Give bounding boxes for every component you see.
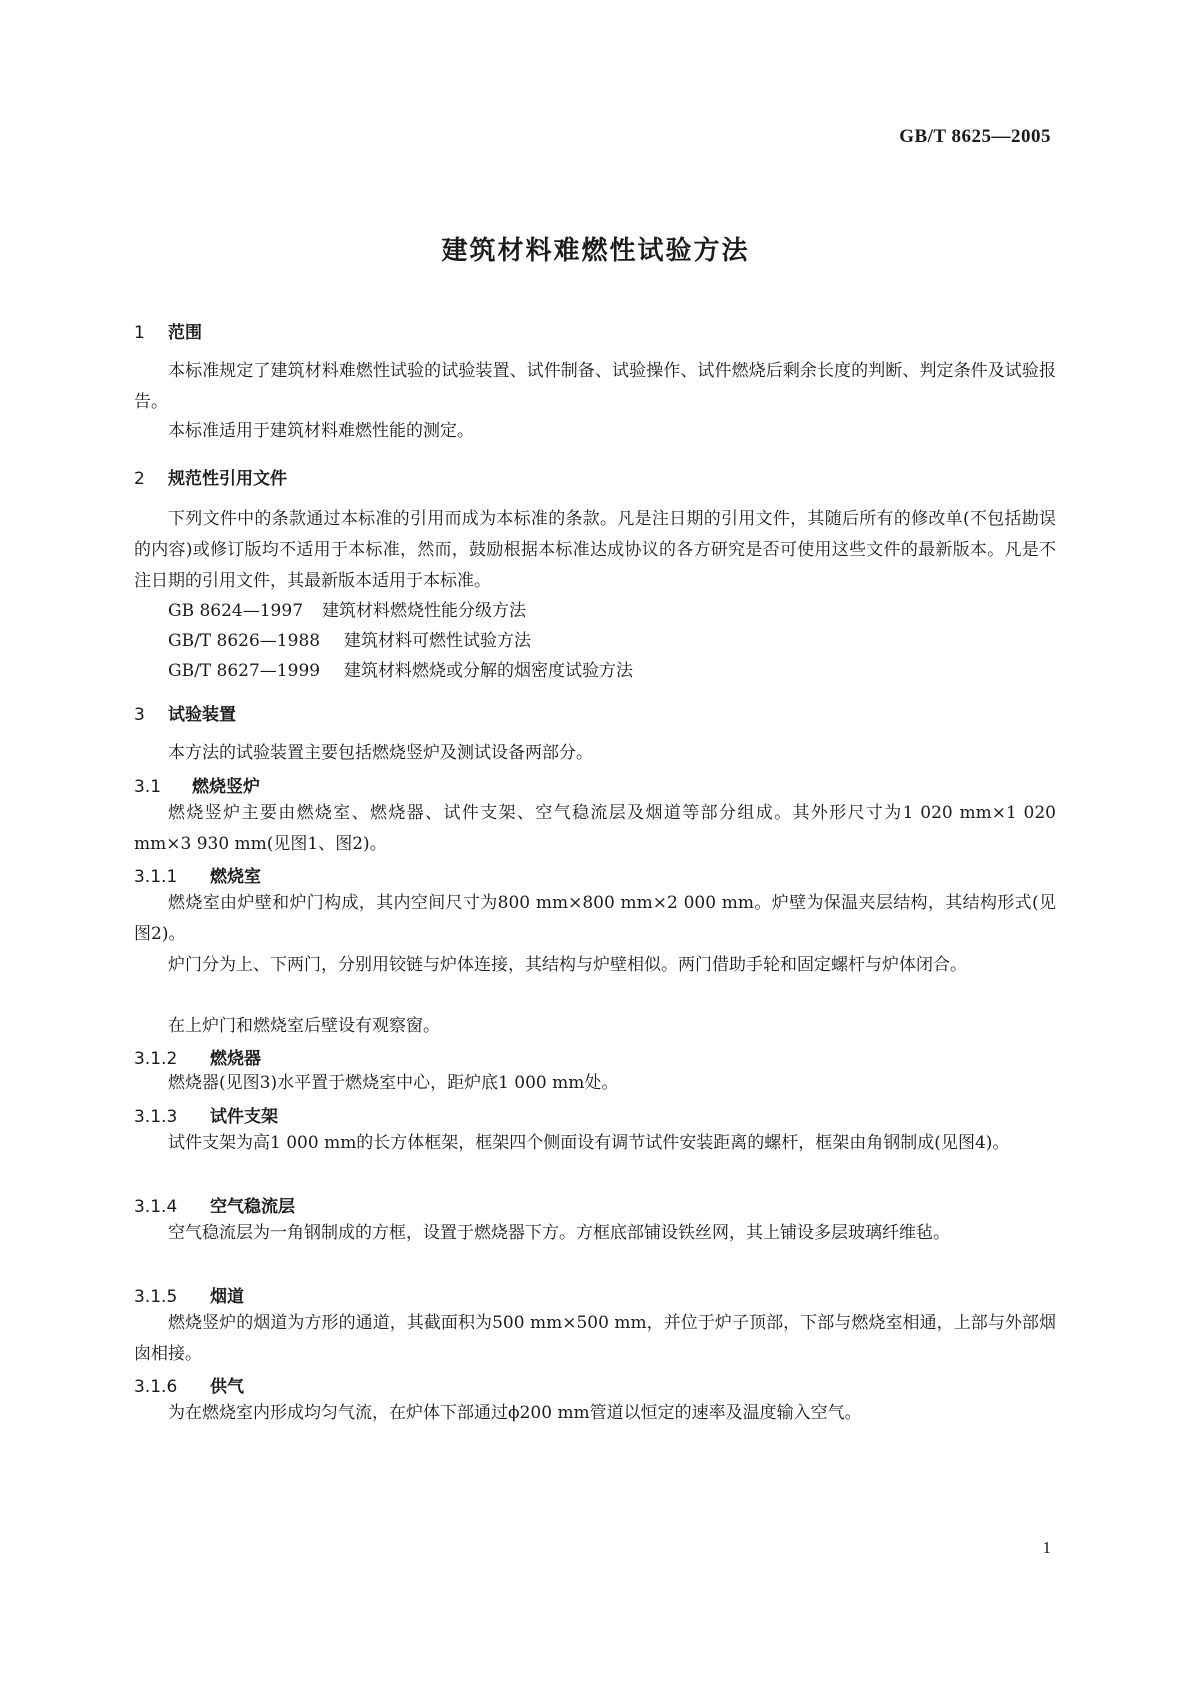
section-3-1-1-heading bbox=[134, 862, 261, 887]
reference-name: 建筑材料燃烧或分解的烟密度试验方法 bbox=[344, 661, 633, 681]
paragraph: 空气稳流层为一角钢制成的方框，设置于燃烧器下方。方框底部铺设铁丝网，其上铺设多层玻璃纤维毡。 bbox=[168, 1223, 950, 1243]
document-title: 建筑材料难燃性试验方法 bbox=[441, 236, 750, 266]
section-3-1-heading bbox=[134, 772, 260, 797]
paragraph: 试件支架为高1 000 mm的长方体框架，框架四个侧面设有调节试件安装距离的螺杆，框架由角钢制成(见图4)。 bbox=[168, 1133, 1010, 1153]
section-title: 烟道 bbox=[210, 1287, 244, 1307]
section-number: 3.1.5 bbox=[134, 1287, 178, 1307]
section-title: 空气稳流层 bbox=[210, 1197, 295, 1217]
reference-code: GB 8624—1997 bbox=[168, 601, 304, 621]
section-title: 规范性引用文件 bbox=[168, 469, 287, 489]
section-3-1-5-heading bbox=[134, 1282, 244, 1307]
section-number: 3.1.1 bbox=[134, 867, 178, 887]
section-number: 3.1 bbox=[134, 777, 162, 797]
reference-code: GB/T 8627—1999 bbox=[168, 661, 321, 681]
section-3-1-3-heading bbox=[134, 1102, 278, 1127]
section-3-1-2-heading bbox=[134, 1044, 261, 1069]
section-number: 3.1.3 bbox=[134, 1107, 178, 1127]
reference-name: 建筑材料可燃性试验方法 bbox=[344, 631, 531, 651]
reference-item bbox=[168, 656, 633, 681]
paragraph: 在上炉门和燃烧室后壁设有观察窗。 bbox=[168, 1016, 440, 1036]
section-3-1-4-heading bbox=[134, 1192, 295, 1217]
paragraph: 为在燃烧室内形成均匀气流，在炉体下部通过ϕ200 mm管道以恒定的速率及温度输入空气。 bbox=[168, 1403, 862, 1423]
reference-name: 建筑材料燃烧性能分级方法 bbox=[322, 601, 526, 621]
paragraph: 燃烧室由炉壁和炉门构成，其内空间尺寸为800 mm×800 mm×2 000 mm。炉壁为保温夹层结构，其结构形式(见图2)。 bbox=[134, 893, 1056, 944]
paragraph: 本标准适用于建筑材料难燃性能的测定。 bbox=[168, 421, 474, 441]
section-2-heading bbox=[134, 464, 287, 489]
reference-code: GB/T 8626—1988 bbox=[168, 631, 321, 651]
paragraph: 炉门分为上、下两门，分别用铰链与炉体连接，其结构与炉壁相似。两门借助手轮和固定螺杆与炉体闭合。 bbox=[168, 955, 967, 975]
section-3-heading bbox=[134, 700, 236, 725]
section-title: 试件支架 bbox=[210, 1107, 278, 1127]
section-number: 1 bbox=[134, 323, 145, 343]
paragraph: 本标准规定了建筑材料难燃性试验的试验装置、试件制备、试验操作、试件燃烧后剩余长度的判断、判定条件及试验报告。 bbox=[134, 361, 1056, 412]
paragraph: 燃烧竖炉的烟道为方形的通道，其截面积为500 mm×500 mm，并位于炉子顶部，下部与燃烧室相通，上部与外部烟囱相接。 bbox=[134, 1313, 1056, 1364]
section-number: 3 bbox=[134, 705, 145, 725]
section-title: 试验装置 bbox=[168, 705, 236, 725]
standard-code: GB/T 8625—2005 bbox=[899, 126, 1051, 147]
section-3-1-6-heading bbox=[134, 1372, 244, 1397]
section-title: 燃烧室 bbox=[210, 867, 261, 887]
section-title: 范围 bbox=[168, 323, 202, 343]
paragraph: 燃烧竖炉主要由燃烧室、燃烧器、试件支架、空气稳流层及烟道等部分组成。其外形尺寸为1 020 mm×1 020 mm×3 930 mm(见图1、图2)。 bbox=[134, 803, 1056, 854]
section-number: 3.1.6 bbox=[134, 1377, 178, 1397]
paragraph: 燃烧器(见图3)水平置于燃烧室中心，距炉底1 000 mm处。 bbox=[168, 1073, 619, 1093]
section-1-heading bbox=[134, 318, 202, 343]
section-title: 燃烧竖炉 bbox=[192, 777, 260, 797]
section-title: 供气 bbox=[210, 1377, 244, 1397]
section-number: 3.1.2 bbox=[134, 1049, 178, 1069]
paragraph: 本方法的试验装置主要包括燃烧竖炉及测试设备两部分。 bbox=[168, 743, 593, 763]
reference-item bbox=[168, 596, 526, 621]
page-number: 1 bbox=[1042, 1538, 1051, 1557]
section-title: 燃烧器 bbox=[210, 1049, 261, 1069]
paragraph: 下列文件中的条款通过本标准的引用而成为本标准的条款。凡是注日期的引用文件，其随后所有的修改单(不包括勘误的内容)或修订版均不适用于本标准，然而，鼓励根据本标准达成协议的各方研究是否可使用这些文件的最新版本。凡是不注日期的引用文件，其最新版本适用于本标准。 bbox=[134, 509, 1056, 591]
reference-item bbox=[168, 626, 531, 651]
section-number: 3.1.4 bbox=[134, 1197, 178, 1217]
section-number: 2 bbox=[134, 469, 145, 489]
